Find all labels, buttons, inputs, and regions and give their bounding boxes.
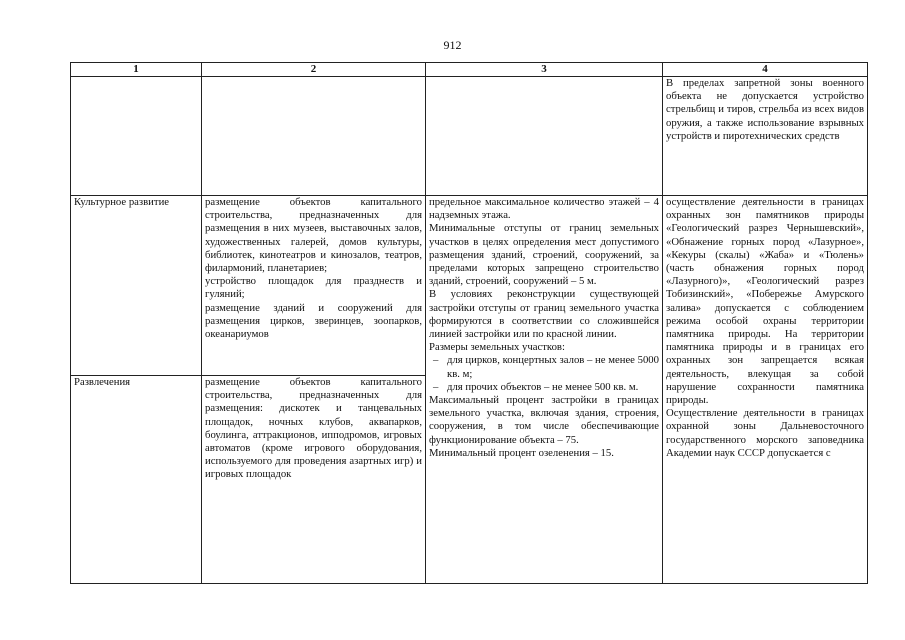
natural-monuments-text: осуществление деятельности в границах охранных зон памятников природы «Геологический разрез Чернышевский», «Обнажение горных пород «Лазурное», «Кекуры (скалы) «Жаба» и «Тюлень» (часть обнажения горных пород «Лазурного)», «Геологический разрез Тобизинский», «Побережье Амурского залива» допускается с соблюдением режима особой охраны территории памятника природы. На территории памятника природы и в границах его охранных зон запрещается всякая деятельность, влекущая за собой нарушение сохранности памятника природы. [666, 196, 864, 407]
culture-description [202, 196, 426, 376]
page-number: 912 [443, 38, 462, 52]
use-type-culture: Культурное развитие [71, 196, 202, 376]
reserve-zone-text: Осуществление деятельности в границах охранной зоны Дальневосточного государственного морского заповедника Академии наук СССР допускается с [666, 407, 864, 459]
param-reconstruction: В условиях реконструкции существующей застройки отступы от границ земельного участка формируются в соответствии со сложившейся линией застройки или по красной линии. [429, 288, 659, 341]
empty-cell [71, 77, 202, 196]
entertainment-description: размещение объектов капитального строительства, предназначенных для размещения: дискотек и танцевальных площадок, ночных клубов, аквапарков, боулинга, аттракционов, ипподромов, игровых автоматов (кроме игрового оборудования, используемого для проведения азартных игр) и игровых площадок [202, 376, 426, 584]
list-item: – для цирков, концертных залов – не менее 5000 кв. м; [447, 354, 659, 380]
empty-cell [202, 77, 426, 196]
param-plot-sizes-heading: Размеры земельных участков: [429, 341, 565, 354]
header-col-2: 2 [202, 63, 426, 77]
table-row-continuation [71, 77, 868, 196]
param-setbacks: Минимальные отступы от границ земельных участков в целях определения мест допустимого размещения зданий, строений, сооружений, за пределами которых запрещено строительство зданий, строений, сооружений – 5 м. [429, 222, 659, 288]
culture-desc-line: устройство площадок для празднеств и гуляний; [205, 275, 422, 301]
param-floors: предельное максимальное количество этажей – 4 надземных этажа. [429, 196, 659, 222]
param-max-coverage: Максимальный процент застройки в границах земельного участка, включая здания, строения, сооружения, в том числе обеспечивающие функционирование объекта – 75. [429, 394, 659, 446]
header-col-4: 4 [663, 63, 868, 77]
protected-zone-restrictions [663, 196, 868, 584]
use-type-entertainment: Развлечения [71, 376, 202, 584]
military-zone-restrictions: В пределах запретной зоны военного объекта не допускается устройство стрельбищ и тиров, стрельба из всех видов оружия, а также использование взрывных устройств и пиротехнических средств [663, 77, 868, 196]
land-use-table [70, 62, 868, 584]
culture-desc-line: размещение зданий и сооружений для размещения цирков, зверинцев, зоопарков, океанариумов [205, 301, 422, 341]
header-col-3: 3 [426, 63, 663, 77]
list-item: – для прочих объектов – не менее 500 кв. м. [447, 381, 659, 394]
building-parameters [426, 196, 663, 584]
table-row-culture [71, 196, 868, 376]
culture-desc-line: размещение объектов капитального строительства, предназначенных для размещения в них музеев, выставочных залов, художественных галерей, домов культуры, библиотек, кинотеатров и кинозалов, театров, филармоний, планетариев; [205, 196, 422, 275]
empty-cell [426, 77, 663, 196]
header-row [71, 63, 868, 77]
header-col-1: 1 [71, 63, 202, 77]
plot-size-list [429, 354, 659, 394]
param-min-greenery: Минимальный процент озеленения – 15. [429, 446, 614, 459]
